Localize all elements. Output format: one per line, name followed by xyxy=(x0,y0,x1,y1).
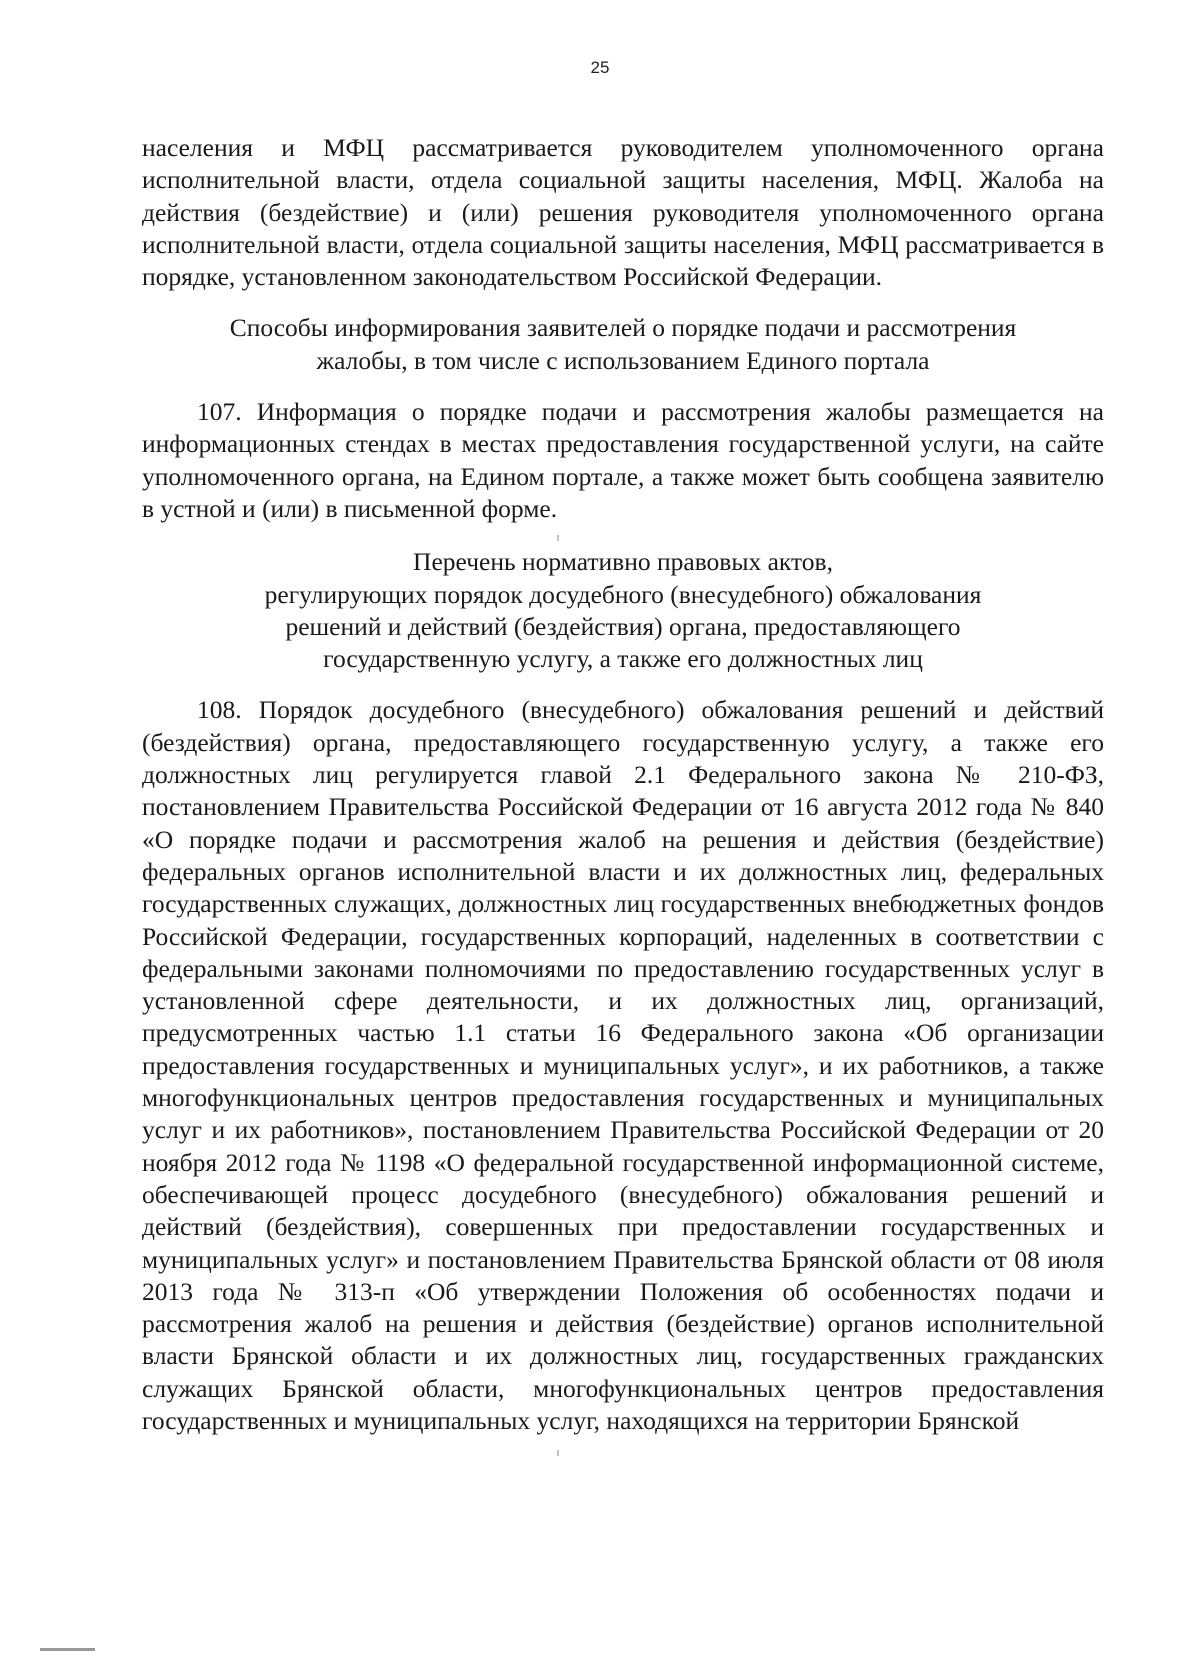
section-heading-complaint-info: Способы информирования заявителей о порядке подачи и рассмотрения жалобы, в том числе с использованием Единого портала xyxy=(229,313,1017,375)
paragraph-continued: населения и МФЦ рассматривается руководителем уполномоченного органа исполнительной власти, отдела социальной защиты населения, МФЦ. Жалоба на действия (бездействие) и (или) решения руководителя уполномоченного органа исполнительной власти, отдела социальной защиты населения, МФЦ рассматривается в порядке, установленном законодательством Российской Федерации. xyxy=(142,133,1104,292)
spacer xyxy=(142,675,1104,694)
scan-artifact xyxy=(557,535,559,541)
heading-line: государственную услугу, а также его должностных лиц xyxy=(323,644,923,674)
heading-line: решений и действий (бездействия) органа, предоставляющего xyxy=(285,611,961,641)
paragraph-107: 107. Информация о порядке подачи и рассмотрения жалобы размещается на информационных стендах в местах предоставления государственной услуги, на сайте уполномоченного органа, на Едином портале, а также может быть сообщена заявителю в устной и (или) в письменной форме. xyxy=(142,397,1104,523)
spacer xyxy=(142,525,1104,546)
page-number: 25 xyxy=(590,58,610,77)
spacer xyxy=(142,293,1104,312)
spacer xyxy=(142,377,1104,396)
section-heading-legal-acts xyxy=(142,546,1104,675)
scan-artifact xyxy=(557,1450,559,1456)
scan-artifact xyxy=(40,1648,95,1651)
paragraph-108: 108. Порядок досудебного (внесудебного) обжалования решений и действий (бездействия) органа, предоставляющего государственную услугу, а также его должностных лиц регулируется главой 2.1 Федерального закона № 210-ФЗ, постановлением Правительства Российской Федерации от 16 августа 2012 года № 840 «О порядке подачи и рассмотрения жалоб на решения и действия (бездействие) федеральных органов исполнительной власти и их должностных лиц, федеральных государственных служащих, должностных лиц государственных внебюджетных фондов Российской Федерации, государственных корпораций, наделенных в соответствии с федеральными законами полномочиями по предоставлению государственных услуг в установленной сфере деятельности, и их должностных лиц, организаций, предусмотренных частью 1.1 статьи 16 Федерального закона «Об организации предоставления государственных и муниципальных услуг», и их работников, а также многофункциональных центров предоставления государственных и муниципальных услуг и их работников», постановлением Правительства Российской Федерации от 20 ноября 2012 года № 1198 «О федеральной государственной информационной системе, обеспечивающей процесс досудебного (внесудебного) обжалования решений и действий (бездействия), совершенных при предоставлении государственных и муниципальных услуг» и постановлением Правительства Брянской области от 08 июля 2013 года № 313-п «Об утверждении Положения об особенностях подачи и рассмотрения жалоб на решения и действия (бездействие) органов исполнительной власти Брянской области и их должностных лиц, государственных гражданских служащих Брянской области, многофункциональных центров предоставления государственных и муниципальных услуг, находящихся на территории Брянской xyxy=(142,695,1104,1435)
heading-line: регулирующих порядок досудебного (внесудебного) обжалования xyxy=(264,579,982,609)
document-body xyxy=(142,132,1104,1437)
heading-line: Перечень нормативно правовых актов, xyxy=(413,547,833,577)
